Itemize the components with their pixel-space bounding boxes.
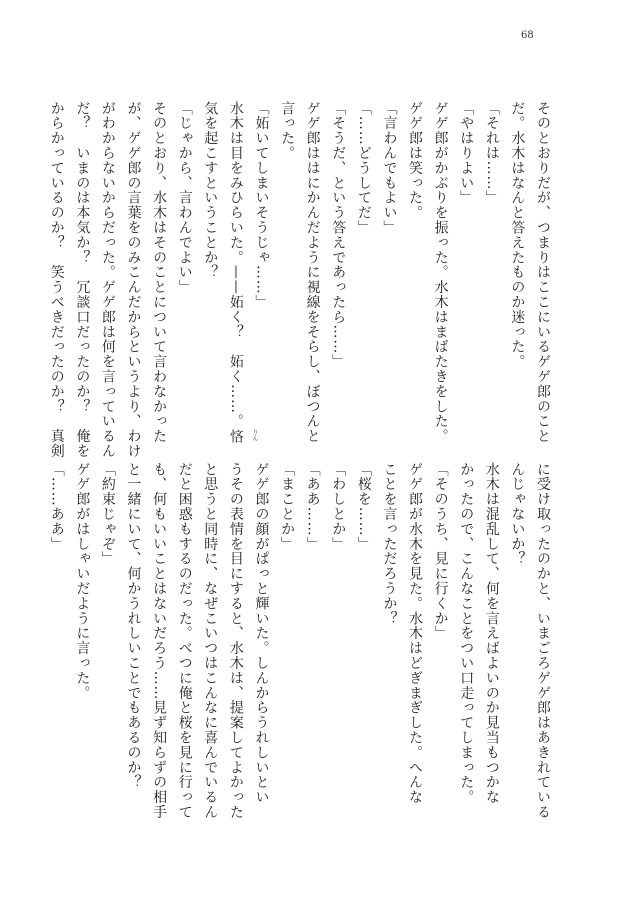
- text-line: 「ああ……」: [304, 462, 321, 552]
- text-line: 「まことか」: [279, 462, 296, 552]
- text-line: だ。水木はなんと答えたものか迷った。: [509, 101, 526, 370]
- ruby-base: [222, 428, 258, 444]
- text-line: だと困惑もするのだった。べつに俺と桜を見に行って: [176, 462, 193, 820]
- ruby-base-char: 悋: [227, 428, 244, 444]
- text-line: 「桜を……」: [355, 462, 372, 552]
- text-line-with-ruby: [222, 101, 258, 444]
- text-line: 「わしとか」: [330, 462, 347, 552]
- text-line: うその表情を目にすると、水木は、提案してよかった: [227, 462, 244, 820]
- text-line: に受け取ったのかと、いまごろゲゲ郎はあきれている: [535, 462, 551, 820]
- text-line: 「言わんでもよい」: [381, 101, 398, 236]
- text-line: 「やはりよい」: [458, 101, 475, 206]
- text-line: 言った。: [279, 101, 296, 161]
- text-line: 「そうだ、という答えであったら……」: [330, 101, 347, 370]
- text-line: かったので、こんなことをつい口走ってしまった。: [458, 462, 475, 805]
- text-line: も、何もいいことはないだろう……見ず知らずの相手: [151, 462, 168, 820]
- text-line: ゲゲ郎がはしゃいだように言った。: [74, 462, 91, 701]
- text-line: そのとおり、水木はそのことについて言わなかった: [151, 101, 168, 444]
- text-line: ゲゲ郎の顔がぱっと輝いた。しんからうれしいとい: [253, 462, 270, 805]
- text-line: んじゃないか？: [509, 462, 526, 567]
- text-line: が、ゲゲ郎の言葉をのみこんだからというより、わけ: [125, 101, 142, 459]
- text-line: と一緒にいて、何かうれしいことでもあるのか？: [125, 462, 142, 790]
- text-line: からかっているのか？ 笑うべきだったのか？ 真剣: [48, 101, 65, 459]
- text-line: 「約束じゃぞ」: [99, 462, 116, 567]
- text-line: そのとおりだが、つまりはここにいるゲゲ郎のこと: [535, 101, 551, 444]
- text-line: 「じゃから、言わんでよい」: [176, 101, 193, 295]
- text-line: ゲゲ郎が水木を見た。水木はどぎまぎした。へんな: [407, 462, 424, 805]
- page-number: 68: [521, 30, 534, 41]
- text-line: ゲゲ郎ははにかんだように視線をそらし、ぼつんと: [304, 101, 321, 444]
- text-line: がわからないからだった。ゲゲ郎は何を言っているん: [99, 101, 116, 459]
- text-line: 「妬いてしまいそうじゃ……」: [253, 101, 270, 310]
- text-line-body: 水木は目をみひらいた。——妬く？ 妬く……。: [227, 101, 244, 429]
- text-line: 気を起こすということか？: [202, 101, 219, 280]
- ruby-reading: りん: [250, 428, 258, 441]
- text-line: 「それは……」: [483, 101, 500, 206]
- text-line: と思うと同時に、なぜこいつはこんなに喜んでいるん: [202, 462, 219, 820]
- text-block-lower: [43, 462, 555, 820]
- text-line: ゲゲ郎は笑った。: [407, 101, 424, 221]
- text-line: 「……どうしてだ」: [355, 101, 372, 236]
- text-line: ゲゲ郎がかぶりを振った。水木はまばたきをした。: [432, 101, 449, 444]
- text-line: 水木は混乱して、何を言えばよいのか見当もつかな: [483, 462, 500, 805]
- text-line: だ？ いまのは本気か？ 冗談口だったのか？ 俺を: [74, 101, 91, 459]
- text-block-upper: [43, 101, 555, 459]
- text-line: 「……ああ」: [48, 462, 65, 552]
- text-line: ことを言っただろうか？: [381, 462, 398, 626]
- text-line: 「そのうち、見に行くか」: [432, 462, 449, 641]
